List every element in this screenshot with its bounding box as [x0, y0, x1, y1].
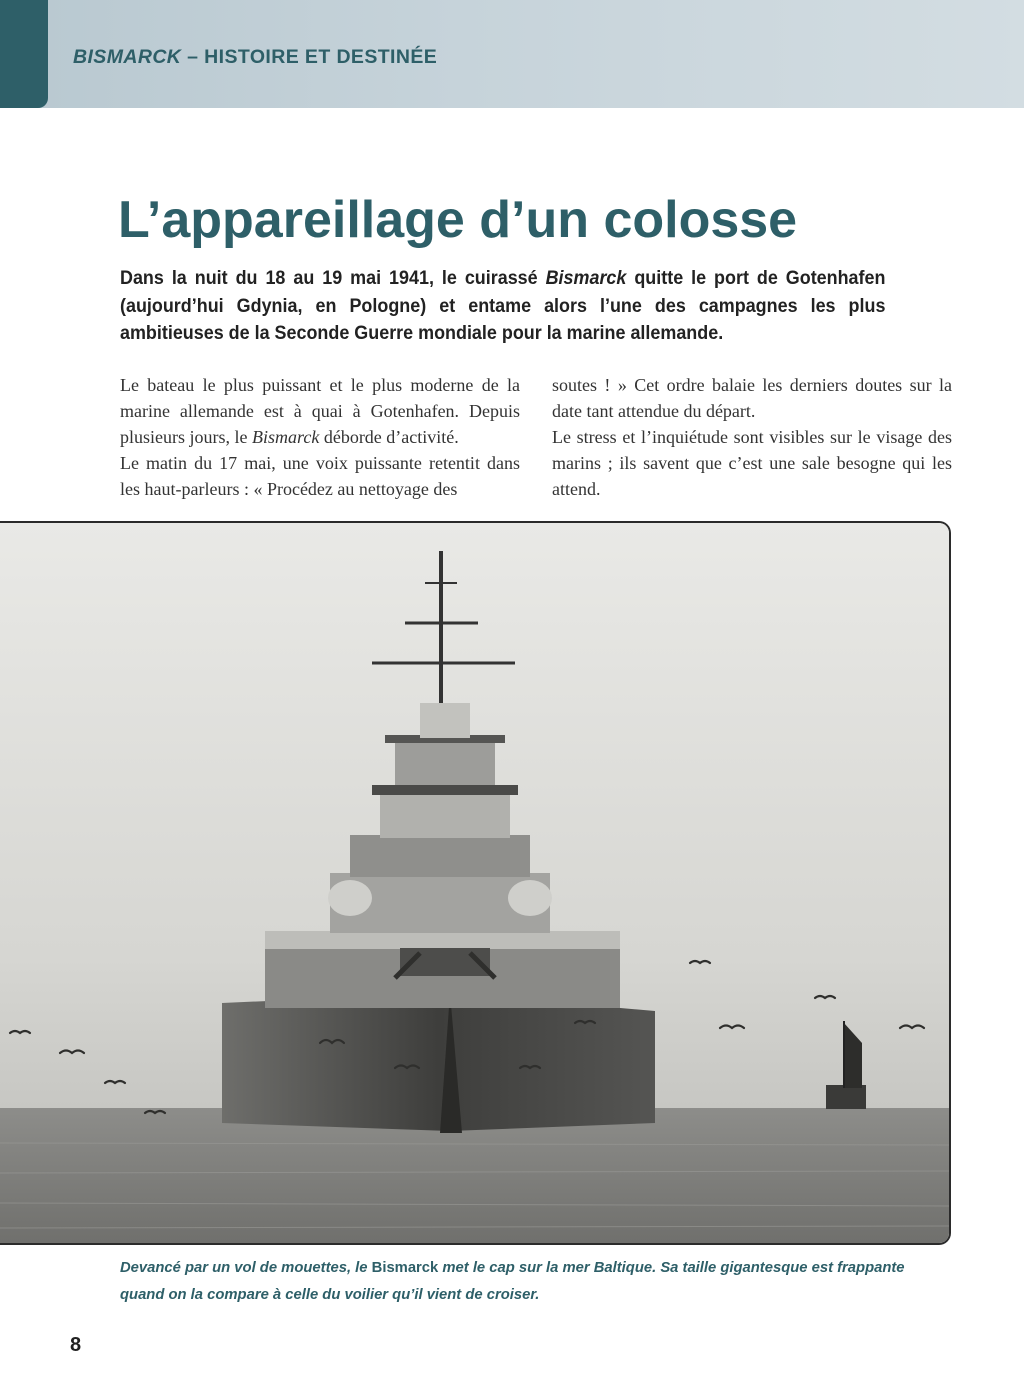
- body-column-right: [552, 372, 952, 502]
- battleship-photo: [0, 521, 951, 1245]
- article-title: L’appareillage d’un colosse: [118, 191, 798, 249]
- ship-name: Bismarck: [252, 427, 320, 447]
- paragraph: Le matin du 17 mai, une voix puissante retentit dans les haut-parleurs : « Procédez au nettoyage des: [120, 453, 520, 499]
- paragraph: Le stress et l’inquiétude sont visibles sur le visage des marins ; ils savent que c’est une sale besogne qui les attend.: [552, 427, 952, 499]
- running-header-ship-name: BISMARCK: [73, 46, 182, 68]
- running-header-title: [73, 46, 437, 69]
- article-lead: Dans la nuit du 18 au 19 mai 1941, le cuirassé Bismarck quitte le port de Gotenhafen (aujourd’hui Gdynia, en Pologne) et entame alors l’une des campagnes les plus ambitieuses de la Seconde Guerre mondiale pour la marine allemande.: [120, 267, 886, 344]
- body-column-left: [120, 372, 520, 502]
- battleship-illustration: [0, 523, 951, 1245]
- running-header: [0, 0, 1024, 108]
- running-header-subtitle: – HISTOIRE ET DESTINÉE: [181, 46, 438, 68]
- page-number: 8: [70, 1334, 82, 1356]
- photo-caption: Devancé par un vol de mouettes, le Bismarck met le cap sur la mer Baltique. Sa taille gigantesque est frappante quand on la compare à celle du voilier qu’il vient de croiser.: [120, 1260, 905, 1303]
- caption-ship-name: Bismarck: [371, 1260, 439, 1276]
- lead-ship-name: Bismarck: [545, 267, 627, 289]
- header-tab: [0, 0, 48, 108]
- paragraph: Le bateau le plus puissant et le plus moderne de la marine allemande est à quai à Gotenhafen. Depuis plusieurs jours, le Bismarck déborde d’activité.: [120, 375, 520, 447]
- paragraph: soutes ! » Cet ordre balaie les derniers doutes sur la date tant attendue du départ.: [552, 375, 952, 421]
